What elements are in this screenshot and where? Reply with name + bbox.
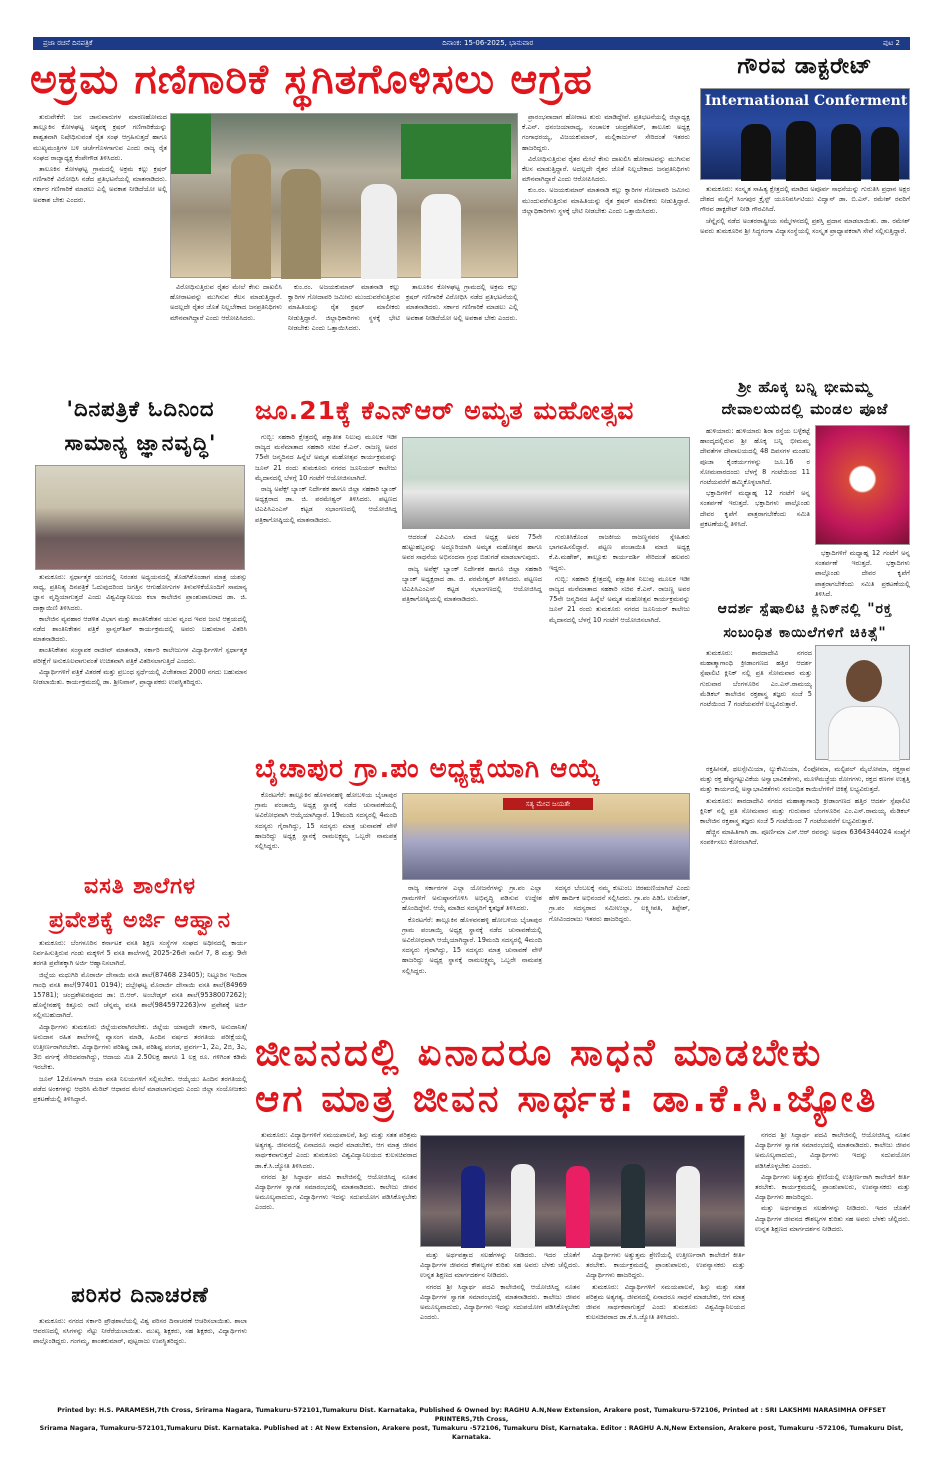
article-text: ನಗರದ ಶ್ರೀ ಸಿದ್ಧಾರ್ಥ ಪದವಿ ಕಾಲೇಜಿನಲ್ಲಿ ಆಯೋಜಿಸಿದ್ದ ನೂತನ ವಿದ್ಯಾರ್ಥಿಗಳ ಸ್ವಾಗತ ಸಮಾರಂಭದಲ್ಲಿ ಮಾತನಾಡಿದರು. ಕಾಲೇಜು ಜೀವನ ಅಮೂಲ್ಯವಾದುದು, ವಿದ್ಯಾರ್ಥಿಗಳು ಇದನ್ನು ಸದುಪಯೋಗ ಪಡಿಸಿಕೊಳ್ಳಬೇಕು ಎಂದರು. ವಿದ್ಯಾರ್ಥಿಗಳು ಅತ್ಯುತ್ತಮ ಶ್ರೇಣಿಯಲ್ಲಿ ಉತ್ತೀರ್ಣರಾಗಿ ಕಾಲೇಜಿಗೆ ಕೀರ್ತಿ ತರಬೇಕು. ಕಾರ್ಯಕ್ರಮದಲ್ಲಿ ಪ್ರಾಂಶುಪಾಲರು, ಉಪನ್ಯಾಸಕರು ಮತ್ತು ವಿದ್ಯಾರ್ಥಿಗಳು ಹಾಜರಿದ್ದರು. ಮತ್ತು ಅರ್ಥವತ್ತಾದ ಸಲಹೆಗಳನ್ನು ನೀಡಿದರು. ಇದರ ಜೊತೆಗೆ ವಿದ್ಯಾರ್ಥಿಗಳ ಜೀವನದ ಕೌಶಲ್ಯಗಳ ಕುರಿತು ಸಹ ಅವರು ಬೆಳಕು ಚೆಲ್ಲಿದರು. ಉನ್ನತ ಶಿಕ್ಷಣದ ಮಾರ್ಗದರ್ಶನ ನೀಡಿದರು.	[755, 1131, 910, 1233]
article-text: ತುಮಕೂರು: ನಗರದ ಸರ್ಕಾರಿ ಪ್ರೌಢಶಾಲೆಯಲ್ಲಿ ವಿಶ್ವ ಪರಿಸರ ದಿನಾಚರಣೆ ಆಚರಿಸಲಾಯಿತು. ಶಾಲಾ ಆವರಣದಲ್ಲಿ ಸಸಿಗಳನ್ನು ನೆಟ್ಟು ನೀರೆರೆಯಲಾಯಿತು. ಮುಖ್ಯ ಶಿಕ್ಷಕರು, ಸಹ ಶಿಕ್ಷಕರು, ವಿದ್ಯಾರ್ಥಿಗಳು ಪಾಲ್ಗೊಂಡಿದ್ದರು. ಗಂಗಮ್ಮ, ಶಾಂತಕುಮಾರ್, ಪುಟ್ಟರಾಜು ಉಪಸ್ಥಿತರಿದ್ದರು.	[33, 1317, 247, 1346]
headline-gp-president: ಬೈಚಾಪುರ ಗ್ರಾ.ಪಂ ಅಧ್ಯಕ್ಷೆಯಾಗಿ ಆಯ್ಕೆ	[255, 754, 601, 784]
article-text: ಗುರುತಿಸಿಕೊಂಡ ರಾಜಕೀಯ ರಾಜಣ್ಣನವರ ಸ್ನೇಹಿತರು ಭಾಗವಹಿಸಲಿದ್ದಾರೆ. ಪಟ್ಟಣ ಪಂಚಾಯಿತಿ ಮಾಜಿ ಅಧ್ಯಕ್ಷ ಕೆ.ಪಿ.ಮಹೇಶ್, ತಾಲ್ಲೂಕು ಕಾರ್ಯದರ್ಶಿ ಸೇರಿದಂತೆ ಹಲವರು ಇದ್ದರು. ಗುಬ್ಬಿ: ಸಹಕಾರಿ ಕ್ಷೇತ್ರದಲ್ಲಿ ಪಕ್ಷಾತೀತ ನಿಲುವು ಮೂಲಕ ಇಡೀ ರಾಜ್ಯದ ಮನೆಮಾತಾದ ಸಹಕಾರಿ ಸಚಿವ ಕೆ.ಎನ್. ರಾಜಣ್ಣ ಅವರ 75ನೇ ಜನ್ಮದಿನದ ಹಿನ್ನೆಲೆ ಅಮೃತ ಮಹೋತ್ಸವ ಕಾರ್ಯಕ್ರಮವನ್ನು ಜೂನ್ 21 ರಂದು ತುಮಕೂರು ನಗರದ ಜೂನಿಯರ್ ಕಾಲೇಜು ಮೈದಾನದಲ್ಲಿ ಬೆಳಗ್ಗೆ 10 ಗಂಟೆಗೆ ಆಯೋಜಿಸಲಾಗಿದೆ.	[549, 533, 690, 624]
article-text: ತಾಲೂಕಿನ ಕೋಳಘಟ್ಟ ಗ್ರಾಮದಲ್ಲಿ ಅಕ್ರಮ ಕಲ್ಲು ಕ್ರಷರ್ ಗಣಿಗಾರಿಕೆ ವಿರೋಧಿಸಿ ನಡೆದ ಪ್ರತಿಭಟನೆಯಲ್ಲಿ ಮಾತನಾಡಿದರು. ಸರ್ಕಾರ ಗಣಿಗಾರಿಕೆ ಮಾಡಲು ಎಲ್ಲಿ ಅವಕಾಶ ನೀಡಿದೆಯೋ ಅಲ್ಲಿ ಅವಕಾಶ ಬೇಕು ಎಂದರು.	[406, 283, 518, 322]
article-text: ವಿದ್ಯಾರ್ಥಿಗಳು ಅತ್ಯುತ್ತಮ ಶ್ರೇಣಿಯಲ್ಲಿ ಉತ್ತೀರ್ಣರಾಗಿ ಕಾಲೇಜಿಗೆ ಕೀರ್ತಿ ತರಬೇಕು. ಕಾರ್ಯಕ್ರಮದಲ್ಲಿ ಪ್ರಾಂಶುಪಾಲರು, ಉಪನ್ಯಾಸಕರು ಮತ್ತು ವಿದ್ಯಾರ್ಥಿಗಳು ಹಾಜರಿದ್ದರು. ತುಮಕೂರು: ವಿದ್ಯಾರ್ಥಿಗಳಿಗೆ ಸಮಯಪಾಲನೆ, ಶಿಸ್ತು ಮತ್ತು ಸತತ ಪರಿಶ್ರಮ ಅತ್ಯಗತ್ಯ. ಜೀವನದಲ್ಲಿ ಏನಾದರೂ ಸಾಧನೆ ಮಾಡಬೇಕು, ಆಗ ಮಾತ್ರ ಜೀವನ ಸಾರ್ಥಕವಾಗುತ್ತದೆ ಎಂದು ತುಮಕೂರು ವಿಶ್ವವಿದ್ಯಾನಿಲಯದ ಕುಲಸಚಿವರಾದ ಡಾ.ಕೆ.ಸಿ.ಜ್ಯೋತಿ ತಿಳಿಸಿದರು.	[586, 1251, 745, 1322]
article-text: ತುಮಕೂರು: ವಿದ್ಯಾರ್ಥಿಗಳಿಗೆ ಸಮಯಪಾಲನೆ, ಶಿಸ್ತು ಮತ್ತು ಸತತ ಪರಿಶ್ರಮ ಅತ್ಯಗತ್ಯ. ಜೀವನದಲ್ಲಿ ಏನಾದರೂ ಸಾಧನೆ ಮಾಡಬೇಕು, ಆಗ ಮಾತ್ರ ಜೀವನ ಸಾರ್ಥಕವಾಗುತ್ತದೆ ಎಂದು ತುಮಕೂರು ವಿಶ್ವವಿದ್ಯಾನಿಲಯದ ಕುಲಸಚಿವರಾದ ಡಾ.ಕೆ.ಸಿ.ಜ್ಯೋತಿ ತಿಳಿಸಿದರು. ನಗರದ ಶ್ರೀ ಸಿದ್ಧಾರ್ಥ ಪದವಿ ಕಾಲೇಜಿನಲ್ಲಿ ಆಯೋಜಿಸಿದ್ದ ನೂತನ ವಿದ್ಯಾರ್ಥಿಗಳ ಸ್ವಾಗತ ಸಮಾರಂಭದಲ್ಲಿ ಮಾತನಾಡಿದರು. ಕಾಲೇಜು ಜೀವನ ಅಮೂಲ್ಯವಾದುದು, ವಿದ್ಯಾರ್ಥಿಗಳು ಇದನ್ನು ಸದುಪಯೋಗ ಪಡಿಸಿಕೊಳ್ಳಬೇಕು ಎಂದರು.	[255, 1131, 417, 1212]
article-text: ಭಕ್ತಾದಿಗಳಿಗೆ ಮಧ್ಯಾಹ್ನ 12 ಗಂಟೆಗೆ ಅನ್ನ ಸಂತರ್ಪಣೆ ಇರುತ್ತದೆ. ಭಕ್ತಾದಿಗಳು ಪಾಲ್ಗೊಂಡು ದೇವರ ಕೃಪೆಗೆ ಪಾತ್ರರಾಗಬೇಕೆಂದು ಸಮಿತಿ ಪ್ರಕಟಣೆಯಲ್ಲಿ ತಿಳಿಸಿದೆ.	[815, 549, 910, 598]
protest-photo	[170, 113, 518, 278]
headline-newspaper-reading: 'ದಿನಪತ್ರಿಕೆ ಓದಿನಿಂದ ಸಾಮಾನ್ಯ ಜ್ಞಾನವೃದ್ಧಿ'	[64, 397, 217, 455]
article-text: ಹುಳಿಯಾರು: ಹುಳಿಯಾರು ಶಿರಾ ರಸ್ತೆಯ ಬಳ್ಳೆಕಟ್ಟೆ ಹಾಂದ್ಕದಲ್ಲಿರುವ ಶ್ರೀ ಹೊಕ್ಕ ಬನ್ನಿ ಭೀಮಮ್ಮ ದೇವತೆಗಳ ದೇವಾಲಯದಲ್ಲಿ 48 ದಿವಸಗಳ ಮಂಡಲ ಪೂಜಾ ಕೈಂಕರ್ಯಗಳನ್ನು ಜೂ.16 ರ ಸೋಮವಾರದಂದು ಬೆಳಗ್ಗೆ 8 ಗಂಟೆಯಿಂದ 11 ಗಂಟೆಯವರೆಗೆ ಹಮ್ಮಿಕೊಳ್ಳಲಾಗಿದೆ. ಭಕ್ತಾದಿಗಳಿಗೆ ಮಧ್ಯಾಹ್ನ 12 ಗಂಟೆಗೆ ಅನ್ನ ಸಂತರ್ಪಣೆ ಇರುತ್ತದೆ. ಭಕ್ತಾದಿಗಳು ಪಾಲ್ಗೊಂಡು ದೇವರ ಕೃಪೆಗೆ ಪಾತ್ರರಾಗಬೇಕೆಂದು ಸಮಿತಿ ಪ್ರಕಟಣೆಯಲ್ಲಿ ತಿಳಿಸಿದೆ.	[700, 427, 810, 528]
masthead-bar	[33, 37, 910, 50]
article-text: ಸದಸ್ಯರ ಬೆಂಬಲಕ್ಕೆ ನಮ್ಮ ಕುಟುಂಬ ಚಿರಋಣಿಯಾಗಿದೆ ಎಂದು ಹೇಳಿ ಹಾರ್ದಿಕ ಅಭಿನಂದನೆ ಸಲ್ಲಿಸಿದರು. ಗ್ರಾ.ಪಂ ಪಿಡಿಓ ಉಮೇಶ್, ಗ್ರಾ.ಪಂ ಸದಸ್ಯರಾದ ಸಮೀಉಲ್ಲಾ, ಲಕ್ಷ್ಮೀಪತಿ, ತಿಪ್ಪೇಶ್, ಗೋವಿಂದರಾಜು ಇತರರು ಹಾಜರಿದ್ದರು.	[549, 884, 690, 923]
headline-honorary-doctorate: ಗೌರವ ಡಾಕ್ಟರೇಟ್	[737, 54, 873, 79]
article-text: ಗುಬ್ಬಿ: ಸಹಕಾರಿ ಕ್ಷೇತ್ರದಲ್ಲಿ ಪಕ್ಷಾತೀತ ನಿಲುವು ಮೂಲಕ ಇಡೀ ರಾಜ್ಯದ ಮನೆಮಾತಾದ ಸಹಕಾರಿ ಸಚಿವ ಕೆ.ಎನ್. ರಾಜಣ್ಣ ಅವರ 75ನೇ ಜನ್ಮದಿನದ ಹಿನ್ನೆಲೆ ಅಮೃತ ಮಹೋತ್ಸವ ಕಾರ್ಯಕ್ರಮವನ್ನು ಜೂನ್ 21 ರಂದು ತುಮಕೂರು ನಗರದ ಜೂನಿಯರ್ ಕಾಲೇಜು ಮೈದಾನದಲ್ಲಿ ಬೆಳಗ್ಗೆ 10 ಗಂಟೆಗೆ ಆಯೋಜಿಸಲಾಗಿದೆ. ರಾಜ್ಯ ಅಪೆಕ್ಸ್ ಬ್ಯಾಂಕ್ ನಿರ್ದೇಶಕ ಹಾಗೂ ಜಿಲ್ಲಾ ಸಹಕಾರಿ ಬ್ಯಾಂಕ್ ಅಧ್ಯಕ್ಷರಾದ ಡಾ. ಜಿ. ಪರಮೇಶ್ವರ್ ತಿಳಿಸಿದರು. ಪಟ್ಟಣದ ಟಿಎಪಿಸಿಎಂಎಸ್ ಕಟ್ಟಡ ಸಭಾಂಗಣದಲ್ಲಿ ಆಯೋಜಿಸಿದ್ದ ಪತ್ರಿಕಾಗೋಷ್ಠಿಯಲ್ಲಿ ಮಾತನಾಡಿದರು.	[255, 433, 397, 524]
article-text: ತುಮಕೂರು: ಬೆಂಗಳೂರಿನ ಕರ್ನಾಟಕ ವಸತಿ ಶಿಕ್ಷಣ ಸಂಸ್ಥೆಗಳ ಸಂಘದ ಅಧೀನದಲ್ಲಿ ಕಾರ್ಯ ನಿರ್ವಹಿಸುತ್ತಿರುವ ಗಂಡು ಮಕ್ಕಳಿಗೆ 5 ವಸತಿ ಶಾಲೆಗಳಲ್ಲಿ 2025-26ನೇ ಸಾಲಿಗೆ 7, 8 ಮತ್ತು 9ನೇ ತರಗತಿ ಪ್ರವೇಶಕ್ಕಾಗಿ ಅರ್ಜಿ ಆಹ್ವಾನಿಸಲಾಗಿದೆ. ಜಿಲ್ಲೆಯ ಮಧುಗಿರಿ ಮೊರಾರ್ಜಿ ದೇಸಾಯಿ ವಸತಿ ಶಾಲೆ(87468 23405); ನಿಟ್ಟೂರಿನ ಇಂದಿರಾ ಗಾಂಧಿ ವಸತಿ ಶಾಲೆ(97401 0194); ದಬ್ಬೇಘಟ್ಟ ಮೊರಾರ್ಜಿ ದೇಸಾಯಿ ವಸತಿ ಶಾಲೆ(84969 15781); ಚಂದ್ರಶೇಖರಪುರದ ಡಾ: ಬಿ.ಆರ್. ಅಂಬೇಡ್ಕರ್ ವಸತಿ ಶಾಲೆ(9538007262); ಹೊನ್ನೇನಹಳ್ಳಿ ಕಿತ್ತೂರು ರಾಣಿ ಚೆನ್ನಮ್ಮ ವಸತಿ ಶಾಲೆ(9845972263)ಗಳ ಪ್ರವೇಶಕ್ಕೆ ಅರ್ಜಿ ಸಲ್ಲಿಸಬಹುದಾಗಿದೆ. ವಿದ್ಯಾರ್ಥಿಗಳು ತುಮಕೂರು ಜಿಲ್ಲೆಯವರಾಗಿರಬೇಕು. ಜಿಲ್ಲೆಯ ಯಾವುದೇ ಸರ್ಕಾರಿ, ಅನುದಾನಿತ/ಅನುದಾನ ರಹಿತ ಶಾಲೆಗಳಲ್ಲಿ ವ್ಯಾಸಂಗ ಮಾಡಿ, ಹಿಂದಿನ ವರ್ಷದ ತರಗತಿಯ ಪರೀಕ್ಷೆಯಲ್ಲಿ ಉತ್ತೀರ್ಣರಾಗಿರಬೇಕು. ವಿದ್ಯಾರ್ಥಿಗಳು ಪರಿಶಿಷ್ಟ ಜಾತಿ, ಪರಿಶಿಷ್ಟ ಪಂಗಡ, ಪ್ರವರ್ಗ-1, 2ಎ, 2ಬಿ, 3ಎ, 3ಬಿ ವರ್ಗಕ್ಕೆ ಸೇರಿದವರಾಗಿದ್ದು, ಆದಾಯ ಮಿತಿ 2.50ಲಕ್ಷ ಹಾಗೂ 1 ಲಕ್ಷ ರೂ. ಗಳಿಗಿಂತ ಕಡಿಮೆ ಇರಬೇಕು. ಜೂನ್ 12ರೊಳಗಾಗಿ ಆಯಾ ವಸತಿ ನಿಲಯಗಳಿಗೆ ಸಲ್ಲಿಸಬೇಕು. ಆಯ್ಕೆಯು ಹಿಂದಿನ ತರಗತಿಯಲ್ಲಿ ಪಡೆದ ಅಂಕಗಳನ್ನು ಆಧರಿಸಿ ಮೆರಿಟ್ ಆಧಾರದ ಮೇಲೆ ಮಾಡಲಾಗುವುದು ಎಂದು ಜಿಲ್ಲಾ ಸಂಯೋಜಕರು ಪ್ರಕಟಣೆಯಲ್ಲಿ ತಿಳಿಸಿದ್ದಾರೆ.	[33, 939, 247, 1104]
headline-clinic: ಆದರ್ಶ ಸ್ಪೆಷಾಲಿಟಿ ಕ್ಲಿನಿಕ್‌ನಲ್ಲಿ "ರಕ್ತ ಸಂಬಂಧಿತ ಕಾಯಿಲೆಗಳಿಗೆ ಚಿಕಿತ್ಸೆ"	[717, 601, 893, 641]
office-banner: ಸತ್ಯ ಮೇವ ಜಯತೇ	[503, 798, 593, 810]
press-meet-photo	[402, 437, 690, 529]
felicitation-photo	[402, 793, 690, 880]
college-event-photo	[35, 465, 245, 570]
headline-residential-school: ವಸತಿ ಶಾಲೆಗಳ ಪ್ರವೇಶಕ್ಕೆ ಅರ್ಜಿ ಆಹ್ವಾನ	[48, 874, 232, 933]
article-text: ತುರುವೇಕೆರೆ: ಜನ ಜಾನುವಾರುಗಳ ಮಾರಣಹೋಮದ ತಾಲ್ಲೂಕಿನ ಕೋಳಘಟ್ಟ ಅಕ್ಕಪಕ್ಕ ಕ್ರಷರ್ ಗಣಿಗಾರಿಕೆಯನ್ನು ಶಾಶ್ವತವಾಗಿ ನಿಷೇಧಿಸುವಂತೆ ರೈತ ಸಂಘ ಆಗ್ರಹಿಸುತ್ತದೆ ಹಾಗೂ ಮುಖ್ಯಮಂತ್ರಿಗಳ ಬಳಿ ಚರ್ಚೆಗೊಳಗಾಗುವ ಎಂದು ರಾಜ್ಯ ರೈತ ಸಂಘದ ರಾಜ್ಯಾಧ್ಯಕ್ಷ ಕೆಂಪೇಗೌಡ ತಿಳಿಸಿದರು. ತಾಲೂಕಿನ ಕೋಳಘಟ್ಟ ಗ್ರಾಮದಲ್ಲಿ ಅಕ್ರಮ ಕಲ್ಲು ಕ್ರಷರ್ ಗಣಿಗಾರಿಕೆ ವಿರೋಧಿಸಿ ನಡೆದ ಪ್ರತಿಭಟನೆಯಲ್ಲಿ ಮಾತನಾಡಿದರು. ಸರ್ಕಾರ ಗಣಿಗಾರಿಕೆ ಮಾಡಲು ಎಲ್ಲಿ ಅವಕಾಶ ನೀಡಿದೆಯೋ ಅಲ್ಲಿ ಅವಕಾಶ ಬೇಕು ಎಂದರು.	[33, 113, 167, 204]
page-number: ಪುಟ 2	[883, 39, 900, 47]
article-text: ರಕ್ತಹೀನತೆ, ಥಲಸ್ಸೇಮಿಯಾ, ಲ್ಯುಕೇಮಿಯಾ, ಲಿಂಫೋಮಾ, ಮಲ್ಟಿಪಲ್ ಮೈಲೋಮಾ, ರಕ್ತಸ್ರಾವ ಮತ್ತು ರಕ್ತ ಹೆಪ್ಪುಗಟ್ಟುವಿಕೆಯ ಅಸ್ವಾಭಾವಿಕತೆಗಳು, ಮೂಳೆಮಜ್ಜೆಯ ರೋಗಗಳು, ರಕ್ತದ ಕಣಗಳ ಉತ್ಪತ್ತಿ ಮತ್ತು ಕಾರ್ಯದಲ್ಲಿ ಅಸ್ವಾಭಾವಿಕತೆಗಳು ಸಂಬಂಧಿತ ಕಾಯಿಲೆಗಳಿಗೆ ಚಿಕಿತ್ಸೆ ಲಭ್ಯವಿರುತ್ತದೆ. ತುಮಕೂರು: ಶಾರದಾದೇವಿ ನಗರದ ಮಹಾತ್ಮಾಗಾಂಧಿ ಕ್ರೀಡಾಂಗಣದ ಹತ್ತಿರ ಆದರ್ಶ ಸ್ಪೆಷಾಲಿಟಿ ಕ್ಲಿನಿಕ್ ನಲ್ಲಿ ಪ್ರತಿ ಸೋಮವಾರ ಮತ್ತು ಗುರುವಾರ ಬೆಂಗಳೂರಿನ ಎಂ.ಎಸ್.ರಾಮಯ್ಯ ಮೆಡಿಕಲ್ ಕಾಲೇಜಿನ ರಕ್ತಶಾಸ್ತ್ರ ತಜ್ಞರು ಸಂಜೆ 5 ಗಂಟೆಯಿಂದ 7 ಗಂಟೆಯವರೆಗೆ ಲಭ್ಯವಿರುತ್ತಾರೆ. ಹೆಚ್ಚಿನ ಮಾಹಿತಿಗಾಗಿ ಡಾ. ಪೂರ್ಣಿಮಾ ಎಸ್.ಆರ್ ರವರನ್ನು ಅಥವಾ 6364344024 ಸಂಖ್ಯೆಗೆ ಸಂಪರ್ಕಿಸಲು ಕೋರಲಾಗಿದೆ.	[700, 765, 910, 847]
article-text: ರಾಜ್ಯ ಸರ್ಕಾರಗಳ ಎಲ್ಲಾ ಯೋಜನೆಗಳನ್ನು ಗ್ರಾ.ಪಂ ಎಲ್ಲಾ ಗ್ರಾಮಗಳಿಗೆ ಅನುಷ್ಠಾನಗೊಳಿಸಿ ಅಭಿವೃದ್ಧಿ ಪಡಿಸುವ ಉದ್ದೇಶ ಹೊಂದಿದ್ದೇನೆ. ಆಯ್ಕೆ ಮಾಡಿದ ಸದಸ್ಯರಿಗೆ ಕೃತಜ್ಞತೆ ತಿಳಿಸಿದರು. ಕೊರಟಗೆರೆ: ತಾಲ್ಲೂಕಿನ ಹೊಳವನಹಳ್ಳಿ ಹೋಬಳಿಯ ಬೈಚಾಪುರ ಗ್ರಾಮ ಪಂಚಾಯ್ತಿ ಅಧ್ಯಕ್ಷ ಸ್ಥಾನಕ್ಕೆ ನಡೆದ ಚುನಾವಣೆಯಲ್ಲಿ ಅವಿರೋಧವಾಗಿ ಆಯ್ಕೆಯಾಗಿದ್ದಾರೆ. 19ಮಂದಿ ಸದಸ್ಯರಲ್ಲಿ 4ಮಂದಿ ಸದಸ್ಯರು ಗೈರಾಗಿದ್ದು, 15 ಸದಸ್ಯರು ಮಾತ್ರ ಚುನಾವಣೆ ವೇಳೆ ಹಾಜರಿದ್ದು ಅಧ್ಯಕ್ಷ ಸ್ಥಾನಕ್ಕೆ ರಾಮಲಕ್ಷ್ಮಮ್ಮ ಒಬ್ಬರೇ ನಾಮಪತ್ರ ಸಲ್ಲಿಸಿದ್ದರು.	[402, 884, 542, 975]
article-text: ಮತ್ತು ಅರ್ಥವತ್ತಾದ ಸಲಹೆಗಳನ್ನು ನೀಡಿದರು. ಇದರ ಜೊತೆಗೆ ವಿದ್ಯಾರ್ಥಿಗಳ ಜೀವನದ ಕೌಶಲ್ಯಗಳ ಕುರಿತು ಸಹ ಅವರು ಬೆಳಕು ಚೆಲ್ಲಿದರು. ಉನ್ನತ ಶಿಕ್ಷಣದ ಮಾರ್ಗದರ್ಶನ ನೀಡಿದರು. ನಗರದ ಶ್ರೀ ಸಿದ್ಧಾರ್ಥ ಪದವಿ ಕಾಲೇಜಿನಲ್ಲಿ ಆಯೋಜಿಸಿದ್ದ ನೂತನ ವಿದ್ಯಾರ್ಥಿಗಳ ಸ್ವಾಗತ ಸಮಾರಂಭದಲ್ಲಿ ಮಾತನಾಡಿದರು. ಕಾಲೇಜು ಜೀವನ ಅಮೂಲ್ಯವಾದುದು, ವಿದ್ಯಾರ್ಥಿಗಳು ಇದನ್ನು ಸದುಪಯೋಗ ಪಡಿಸಿಕೊಳ್ಳಬೇಕು ಎಂದರು.	[420, 1251, 580, 1322]
headline-illegal-mining: ಅಕ್ರಮ ಗಣಿಗಾರಿಕೆ ಸ್ಥಗಿತಗೊಳಿಸಲು ಆಗ್ರಹ	[30, 55, 593, 103]
conference-banner: International Conferment	[704, 93, 908, 109]
article-text: ಆದರಂತೆ ಎಪಿಎಂಸಿ ಮಾಜಿ ಅಧ್ಯಕ್ಷ ಅವರ 75ನೇ ಹುಟ್ಟುಹಬ್ಬವನ್ನು ಅದ್ದೂರಿಯಾಗಿ ಅಮೃತ ಮಹೋತ್ಸವ ಹಾಗೂ ಅವರ ಸಾಧನೆಯ ಅಭಿನಂದನಾ ಗ್ರಂಥ ಬಿಡುಗಡೆ ಮಾಡಲಾಗುವುದು. ರಾಜ್ಯ ಅಪೆಕ್ಸ್ ಬ್ಯಾಂಕ್ ನಿರ್ದೇಶಕ ಹಾಗೂ ಜಿಲ್ಲಾ ಸಹಕಾರಿ ಬ್ಯಾಂಕ್ ಅಧ್ಯಕ್ಷರಾದ ಡಾ. ಜಿ. ಪರಮೇಶ್ವರ್ ತಿಳಿಸಿದರು. ಪಟ್ಟಣದ ಟಿಎಪಿಸಿಎಂಎಸ್ ಕಟ್ಟಡ ಸಭಾಂಗಣದಲ್ಲಿ ಆಯೋಜಿಸಿದ್ದ ಪತ್ರಿಕಾಗೋಷ್ಠಿಯಲ್ಲಿ ಮಾತನಾಡಿದರು.	[402, 533, 542, 604]
article-text: ಪ್ರಾರಂಭವಾದಾಗ ಹೋರಾಟ ಶುರು ಮಾಡಿದ್ದೇವೆ. ಪ್ರತಿಭಟನೆಯಲ್ಲಿ ಜಿಲ್ಲಾಧ್ಯಕ್ಷ ಕೆ.ಎನ್. ಧನಂಜಯಾರಾಧ್ಯ, ಸಂಚಾಲಕ ಚಂದ್ರಶೇಖರ್, ತಾಲೂಕು ಅಧ್ಯಕ್ಷ ಗಂಗಾಧರಯ್ಯ, ವಿಜಯಕುಮಾರ್, ಮಲ್ಲಿಕಾರ್ಜುನ್ ಸೇರಿದಂತೆ ಇತರರು ಹಾಜರಿದ್ದರು. ವಿರೋಧಿಸುತ್ತಿರುವ ರೈತರ ಮೇಲೆ ಕೇಸು ದಾಖಲಿಸಿ ಹೋರಾಟವನ್ನು ಮುಗಿಸುವ ಕೆಲಸ ಮಾಡುತ್ತಿದ್ದಾರೆ. ಅದಲ್ಲದೇ ರೈತರ ಜೊತೆ ನಿಲ್ಲಬೇಕಾದ ಜನಪ್ರತಿನಿಧಿಗಳು ಮೌನವಾಗಿದ್ದಾರೆ ಎಂದು ಆರೋಪಿಸಿದರು. ಕುಂ.ರಂ. ಅಜಯಕುಮಾರ್ ಮಾತನಾಡಿ ಕಲ್ಲು ಕ್ವಾರಿಗಳ ಗೋದಾವರಿ ಜಮೀನು ಮುಂದುವರೆಸುತ್ತಿರುವ ಮಾಹಿತಿಯನ್ನು ರೈತ ಕ್ರಷರ್ ಮಾಲೀಕರು ನೀಡುತ್ತಿದ್ದಾರೆ. ಜಿಲ್ಲಾಧಿಕಾರಿಗಳು ಸ್ಥಳಕ್ಕೆ ಭೇಟಿ ನೀಡಬೇಕು ಎಂದು ಒತ್ತಾಯಿಸಿದರು.	[522, 113, 690, 215]
article-text: ತುಮಕೂರು: ಶಾರದಾದೇವಿ ನಗರದ ಮಹಾತ್ಮಾಗಾಂಧಿ ಕ್ರೀಡಾಂಗಣದ ಹತ್ತಿರ ಆದರ್ಶ ಸ್ಪೆಷಾಲಿಟಿ ಕ್ಲಿನಿಕ್ ನಲ್ಲಿ ಪ್ರತಿ ಸೋಮವಾರ ಮತ್ತು ಗುರುವಾರ ಬೆಂಗಳೂರಿನ ಎಂ.ಎಸ್.ರಾಮಯ್ಯ ಮೆಡಿಕಲ್ ಕಾಲೇಜಿನ ರಕ್ತಶಾಸ್ತ್ರ ತಜ್ಞರು ಸಂಜೆ 5 ಗಂಟೆಯಿಂದ 7 ಗಂಟೆಯವರೆಗೆ ಲಭ್ಯವಿರುತ್ತಾರೆ.	[700, 649, 812, 709]
headline-life-achievement: ಜೀವನದಲ್ಲಿ ಏನಾದರೂ ಸಾಧನೆ ಮಾಡಬೇಕು ಆಗ ಮಾತ್ರ ಜೀವನ ಸಾರ್ಥಕ: ಡಾ.ಕೆ.ಸಿ.ಜ್ಯೋತಿ	[255, 1031, 879, 1120]
deity-photo	[815, 425, 910, 545]
imprint-line: Printed by: H.S. PARAMESH,7th Cross, Srirama Nagara, Tumakuru-572101,Tumakuru Dist. Karnataka, Published & Owned by: RAGHU A.N,New Extension, Arakere post, Tumakuru-572106, Printed at : SRI LAKSHMI NARASIMHA OFFSET PRINTERS,7th Cross,	[57, 1407, 886, 1423]
guests-photo	[420, 1135, 745, 1247]
article-text: ಕುಂ.ರಂ. ಅಜಯಕುಮಾರ್ ಮಾತನಾಡಿ ಕಲ್ಲು ಕ್ವಾರಿಗಳ ಗೋದಾವರಿ ಜಮೀನು ಮುಂದುವರೆಸುತ್ತಿರುವ ಮಾಹಿತಿಯನ್ನು ರೈತ ಕ್ರಷರ್ ಮಾಲೀಕರು ನೀಡುತ್ತಿದ್ದಾರೆ. ಜಿಲ್ಲಾಧಿಕಾರಿಗಳು ಸ್ಥಳಕ್ಕೆ ಭೇಟಿ ನೀಡಬೇಕು ಎಂದು ಒತ್ತಾಯಿಸಿದರು.	[288, 283, 400, 332]
headline-temple-puja: ಶ್ರೀ ಹೊಕ್ಕ ಬನ್ನಿ ಭೀಮಮ್ಮ ದೇವಾಲಯದಲ್ಲಿ ಮಂಡಲ ಪೂಜೆ	[721, 378, 889, 418]
article-text: ತುಮಕೂರು: ಸಂಸ್ಕೃತ ಸಾಹಿತ್ಯ ಕ್ಷೇತ್ರದಲ್ಲಿ ಮಾಡಿದ ಅಪೂರ್ವ ಸಾಧನೆಯನ್ನು ಗುರುತಿಸಿ ಪ್ರಧಾನ ಅಕ್ಷರ ದೇಶದ ಮಲ್ಲಿಗೆ ಸಿಂಗಪುರ ಕ್ರೈಸ್ಟ್ ಯೂನಿವರ್ಸಿಟಿಯು ವಿದ್ವಾನ್ ಡಾ. ಬಿ.ಎಸ್. ರಮೇಶ್ ರವರಿಗೆ ಗೌರವ ಡಾಕ್ಟರೇಟ್ ನೀಡಿ ಗೌರವಿಸಿದೆ. ಚೆನ್ನೈನಲ್ಲಿ ನಡೆದ ಅಂತರರಾಷ್ಟ್ರೀಯ ಸಮ್ಮೇಳನದಲ್ಲಿ ಪ್ರಶಸ್ತಿ ಪ್ರದಾನ ಮಾಡಲಾಯಿತು. ಡಾ. ರಮೇಶ್ ಅವರು ತುಮಕೂರಿನ ಶ್ರೀ ಸಿದ್ಧಗಂಗಾ ವಿದ್ಯಾಸಂಸ್ಥೆಯಲ್ಲಿ ಸಂಸ್ಕೃತ ಪ್ರಾಧ್ಯಾಪಕರಾಗಿ ಸೇವೆ ಸಲ್ಲಿಸುತ್ತಿದ್ದಾರೆ.	[700, 185, 910, 235]
article-text: ಕೊರಟಗೆರೆ: ತಾಲ್ಲೂಕಿನ ಹೊಳವನಹಳ್ಳಿ ಹೋಬಳಿಯ ಬೈಚಾಪುರ ಗ್ರಾಮ ಪಂಚಾಯ್ತಿ ಅಧ್ಯಕ್ಷ ಸ್ಥಾನಕ್ಕೆ ನಡೆದ ಚುನಾವಣೆಯಲ್ಲಿ ಅವಿರೋಧವಾಗಿ ಆಯ್ಕೆಯಾಗಿದ್ದಾರೆ. 19ಮಂದಿ ಸದಸ್ಯರಲ್ಲಿ 4ಮಂದಿ ಸದಸ್ಯರು ಗೈರಾಗಿದ್ದು, 15 ಸದಸ್ಯರು ಮಾತ್ರ ಚುನಾವಣೆ ವೇಳೆ ಹಾಜರಿದ್ದು ಅಧ್ಯಕ್ಷ ಸ್ಥಾನಕ್ಕೆ ರಾಮಲಕ್ಷ್ಮಮ್ಮ ಒಬ್ಬರೇ ನಾಮಪತ್ರ ಸಲ್ಲಿಸಿದ್ದರು.	[255, 791, 397, 851]
article-text: ವಿರೋಧಿಸುತ್ತಿರುವ ರೈತರ ಮೇಲೆ ಕೇಸು ದಾಖಲಿಸಿ ಹೋರಾಟವನ್ನು ಮುಗಿಸುವ ಕೆಲಸ ಮಾಡುತ್ತಿದ್ದಾರೆ. ಅದಲ್ಲದೇ ರೈತರ ಜೊತೆ ನಿಲ್ಲಬೇಕಾದ ಜನಪ್ರತಿನಿಧಿಗಳು ಮೌನವಾಗಿದ್ದಾರೆ ಎಂದು ಆರೋಪಿಸಿದರು.	[170, 283, 282, 322]
headline-knr-amrut-mahotsav: ಜೂ.21ಕ್ಕೆ ಕೆಎನ್‌ಆರ್ ಅಮೃತ ಮಹೋತ್ಸವ	[255, 396, 635, 425]
imprint-footer	[33, 1406, 910, 1442]
paper-name: ಪ್ರಜಾ ರಚನೆ ದಿನಪತ್ರಿಕೆ	[43, 39, 93, 47]
issue-date: ದಿನಾಂಕ: 15-06-2025, ಭಾನುವಾರ	[442, 39, 534, 47]
article-text: ತುಮಕೂರು: ಸ್ಪರ್ಧಾತ್ಮಕ ಯುಗದಲ್ಲಿ ನಿರಂತರ ಅಧ್ಯಯನದಲ್ಲಿ ತೊಡಗಿಕೊಂಡಾಗ ಮಾತ್ರ ಯಶಸ್ಸು ಸಾಧ್ಯ, ಪ್ರತಿನಿತ್ಯ ದಿನಪತ್ರಿಕೆ ಓದುವುದರಿಂದ ಜಗತ್ತಿನ ಆಗುಹೋಗುಗಳ ತಿಳುವಳಿಕೆಯೊಂದಿಗೆ ಸಾಮಾನ್ಯ ಜ್ಞಾನ ವೃದ್ಧಿಯಾಗುತ್ತದೆ ಎಂದು ವಿಶ್ವವಿದ್ಯಾನಿಲಯ ಕಲಾ ಕಾಲೇಜಿನ ಪ್ರಾಂಶುಪಾಲರಾದ ಡಾ. ಜಿ. ದಾಕ್ಷಾಯಿಣಿ ತಿಳಿಸಿದರು. ಕಾಲೇಜಿನ ವ್ಯವಹಾರ ಆಡಳಿತ ವಿಭಾಗ ಮತ್ತು ಶಾಂತಿನಿಕೇತನ ಯುವ ವೃಂದ ಇವರ ಜಂಟಿ ಆಶ್ರಯದಲ್ಲಿ ನಡೆದ ಶಾಂತಿನಿಕೇತನ ಪತ್ರಿಕೆ ಸ್ಪಾನ್ಸರ್‌ಶಿಪ್ ಕಾರ್ಯಕ್ರಮದಲ್ಲಿ ಅವರು ಬಹುಮಾನ ವಿತರಿಸಿ ಮಾತನಾಡಿದರು. ಶಾಂತಿನಿಕೇತನ ಸಂಸ್ಥಾಪಕ ರಾಜೀವ್ ಮಾತನಾಡಿ, ಸರ್ಕಾರಿ ಕಾಲೇಜುಗಳ ವಿದ್ಯಾರ್ಥಿಗಳಿಗೆ ಸ್ಪರ್ಧಾತ್ಮಕ ಪರೀಕ್ಷೆಗೆ ಅನುಕೂಲವಾಗುವಂತೆ ಉಚಿತವಾಗಿ ಪತ್ರಿಕೆ ವಿತರಿಸಲಾಗುತ್ತಿದೆ ಎಂದರು. ವಿದ್ಯಾರ್ಥಿಗಳಿಗೆ ಪತ್ರಿಕೆ ವಿತರಣೆ ಮತ್ತು ಪ್ರಬಂಧ ಸ್ಪರ್ಧೆಯಲ್ಲಿ ವಿಜೇತರಾದ 2000 ನಗದು ಬಹುಮಾನ ನೀಡಲಾಯಿತು. ಕಾರ್ಯಕ್ರಮದಲ್ಲಿ ಡಾ. ಶ್ರೀನಿವಾಸ್, ಪ್ರಾಧ್ಯಾಪಕರು ಉಪಸ್ಥಿತರಿದ್ದರು.	[33, 573, 247, 687]
doctor-photo	[815, 645, 910, 760]
headline-environment-day: ಪರಿಸರ ದಿನಾಚರಣೆ	[71, 1283, 209, 1307]
doctorate-photo	[700, 88, 910, 180]
imprint-line: Srirama Nagara, Tumakuru-572101,Tumakuru Dist. Karnataka. Published at : At New Extension, Arakere post, Tumakuru -572106, Tumakuru Dist, Karnataka. Editor : RAGHU A.N,New Extension, Arakere post, Tumakuru -572106, Tumakuru Dist, Karnataka.	[39, 1425, 904, 1441]
